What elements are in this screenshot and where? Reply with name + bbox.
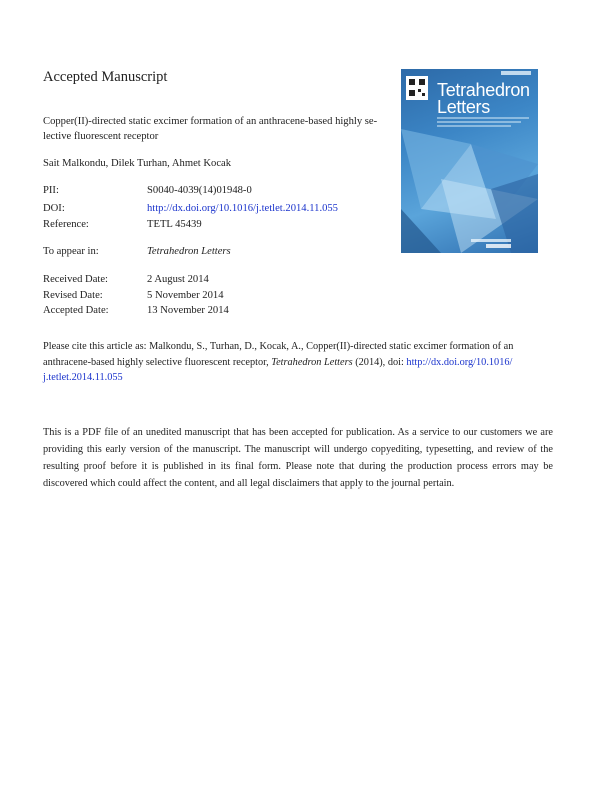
accepted-date-label: Accepted Date: (43, 305, 109, 316)
author-list: Sait Malkondu, Dilek Turhan, Ahmet Kocak (43, 158, 232, 169)
appear-label: To appear in: (43, 246, 99, 257)
citation-text: Please cite this article as: Malkondu, S., Turhan, D., Kocak, A., Copper(II)-directed static excimer formation of an anthracene-based highly selective fluorescent receptor, (43, 341, 514, 368)
citation-journal: Tetrahedron Letters (271, 356, 353, 368)
citation-doi-link[interactable]: http://dx.doi.org/10.1016/ (406, 356, 513, 368)
cover-title-line1: Tetrahedron (437, 80, 530, 100)
citation-paragraph (43, 339, 553, 386)
pii-label: PII: (43, 185, 59, 196)
received-date-label: Received Date: (43, 274, 109, 285)
appear-value: Tetrahedron Letters (147, 246, 231, 257)
pii-value: S0040-4039(14)01948-0 (147, 185, 252, 196)
citation-year: (2014), doi: (352, 356, 407, 368)
article-title-line1: Copper(II)-directed static excimer formation of an anthracene-based highly se- (43, 116, 378, 127)
revised-date-value: 5 November 2014 (147, 290, 224, 301)
disclaimer-paragraph: This is a PDF file of an unedited manuscript that has been accepted for publication. As a service to our customers we are providing this early version of the manuscript. The manuscript will undergo copyediting, typesetting, and review of the resulting proof before it is published in its final form. Please note that during the production process errors may be discovered which could affect the content, and all legal disclaimers that apply to the journal pertain. (43, 427, 553, 489)
page-heading: Accepted Manuscript (43, 69, 168, 85)
reference-label: Reference: (43, 219, 89, 230)
revised-date-label: Revised Date: (43, 290, 103, 301)
cover-title-line2: Letters (437, 97, 490, 117)
accepted-date-value: 13 November 2014 (147, 305, 229, 316)
doi-label: DOI: (43, 203, 65, 214)
doi-link[interactable]: http://dx.doi.org/10.1016/j.tetlet.2014.11.055 (147, 203, 338, 214)
citation-doi-link-cont[interactable]: j.tetlet.2014.11.055 (43, 372, 123, 383)
reference-value: TETL 45439 (147, 219, 202, 230)
article-title (43, 114, 395, 144)
article-title-line2: lective fluorescent receptor (43, 131, 159, 142)
cover-journal-title (437, 82, 537, 116)
received-date-value: 2 August 2014 (147, 274, 209, 285)
journal-cover-image (401, 69, 538, 253)
